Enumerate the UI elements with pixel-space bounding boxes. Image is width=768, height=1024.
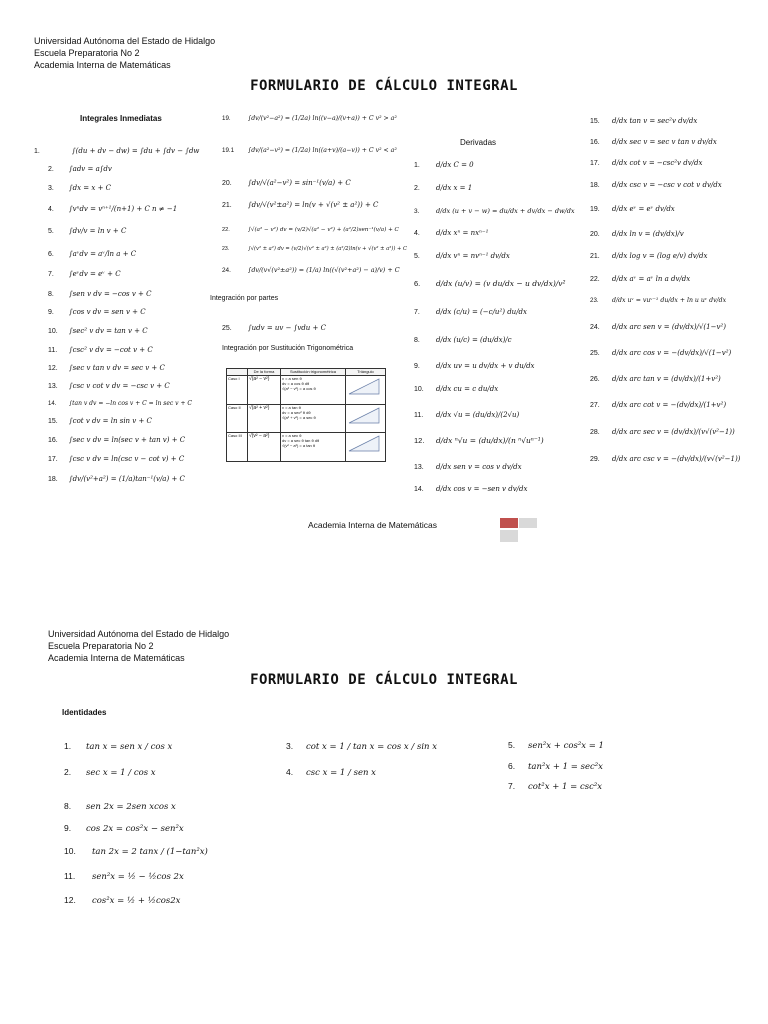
formula-number: 3. (48, 185, 54, 192)
formula-text: ∫sec v tan v dv = sec v + C (69, 364, 165, 372)
formula-i24 (222, 265, 400, 276)
formula-text: cos 2x = cos²x − sen²x (86, 824, 184, 834)
formula-number: 26. (590, 376, 600, 383)
formula-number: 1. (64, 741, 72, 751)
formula-text: d/dx arc tan v = (dv/dx)/(1+v²) (612, 375, 721, 383)
formula-i8 (48, 289, 152, 300)
formula-i22 (222, 225, 399, 235)
footer-grey-block (519, 518, 537, 528)
identity-5 (508, 739, 604, 752)
formula-number: 21. (590, 253, 600, 260)
formula-i25 (222, 323, 326, 334)
trig-case-label: Caso III (227, 433, 248, 462)
formula-number: 27. (590, 402, 600, 409)
identity-11 (64, 870, 184, 883)
header-university: Universidad Autónoma del Estado de Hidalgo (48, 629, 230, 639)
formula-text: d/dx arc sen v = (dv/dx)/√(1−v²) (612, 323, 726, 331)
trig-triangle-cell (346, 376, 386, 405)
formula-text: ∫dv/v = ln v + C (69, 227, 127, 235)
formula-text: d/dx vⁿ = nvⁿ⁻¹ dv/dx (436, 252, 510, 260)
formula-number: 2. (48, 166, 54, 173)
formula-number: 6. (414, 279, 421, 288)
formula-number: 7. (48, 271, 54, 278)
formula-text: csc x = 1 / sen x (306, 768, 376, 778)
formula-number: 18. (48, 476, 58, 483)
formula-text: ∫sec² v dv = tan v + C (69, 327, 148, 335)
formula-number: 10. (48, 328, 58, 335)
formula-text: ∫(du + dv − dw) = ∫du + ∫dv − ∫dw (72, 147, 200, 155)
derivative-2 (414, 183, 472, 194)
formula-text: d/dx (u/c) = (du/dx)/c (436, 336, 512, 344)
derivative-21 (590, 251, 707, 262)
formula-number: 14. (414, 486, 424, 493)
header-academy: Academia Interna de Matemáticas (34, 60, 171, 70)
formula-number: 15. (48, 418, 58, 425)
trig-sub-line: √(a² + v²) = a sec θ (282, 414, 316, 420)
formula-i17 (48, 454, 184, 465)
formula-text: ∫dv/(a²−v²) = (1/2a) ln((a+v)/(a−v)) + C v² < a² (248, 147, 397, 154)
derivative-27 (590, 400, 726, 411)
formula-text: ∫dv/(v√(v²±a²)) = (1/a) ln((√(v²+a²) − a)/v) + C (248, 266, 400, 274)
formula-text: ∫sen v dv = −cos v + C (69, 290, 152, 298)
derivative-22 (590, 274, 690, 285)
formula-i7 (48, 269, 121, 280)
derivative-17 (590, 158, 702, 169)
derivative-9 (414, 361, 535, 372)
formula-text: d/dx cos v = −sen v dv/dx (436, 485, 528, 493)
integracion-por-partes-heading: Integración por partes (210, 295, 279, 302)
formula-text: d/dx arc cot v = −(dv/dx)/(1+v²) (612, 401, 727, 409)
formula-number: 18. (590, 182, 600, 189)
formula-text: d/dx (c/u) = (−c/u²) du/dx (436, 308, 527, 316)
formula-number: 12. (64, 895, 76, 905)
header-school: Escuela Preparatoria No 2 (34, 48, 140, 58)
trig-sub-line: dv = a cos θ dθ (282, 381, 310, 386)
formula-number: 12. (414, 436, 425, 445)
formula-number: 20. (590, 231, 600, 238)
formula-i11 (48, 345, 153, 356)
identity-8 (64, 800, 176, 813)
formula-text: cos²x = ½ + ½cos2x (92, 896, 181, 906)
formula-text: cot²x + 1 = csc²x (528, 782, 603, 792)
formula-number: 11. (414, 412, 424, 419)
trig-sub-line: √(v² − a²) = a tan θ (282, 443, 316, 449)
derivative-25 (590, 348, 731, 359)
footer-red-block (500, 518, 518, 528)
formula-text: d/dx arc sec v = (dv/dx)/(v√(v²−1)) (612, 428, 735, 436)
header-school: Escuela Preparatoria No 2 (48, 641, 154, 651)
formula-number: 9. (414, 363, 420, 370)
formula-text: tan²x + 1 = sec²x (528, 762, 603, 772)
trig-case-form: √(v² − a²) (248, 433, 281, 462)
page2-title: FORMULARIO DE CÁLCULO INTEGRAL (250, 672, 518, 688)
derivadas-heading: Derivadas (460, 138, 497, 147)
formula-text: ∫aᵛdv = aᵛ/ln a + C (69, 250, 137, 258)
identidades-heading: Identidades (62, 708, 107, 717)
derivative-26 (590, 374, 721, 385)
formula-text: ∫dx = x + C (69, 184, 112, 192)
triangle-diagram-1 (347, 376, 381, 396)
trig-sub-line: v = a sen θ (282, 376, 302, 381)
formula-text: cot x = 1 / tan x = cos x / sin x (306, 742, 438, 752)
trig-sub-line: v = a tan θ (282, 404, 301, 410)
formula-number: 8. (414, 337, 420, 344)
footer-grey-block-lower (500, 530, 518, 542)
formula-number: 19. (590, 206, 600, 213)
formula-text: d/dx sen v = cos v dv/dx (436, 463, 522, 471)
formula-number: 10. (64, 846, 76, 856)
formula-number: 24. (222, 267, 231, 274)
formula-text: sen 2x = 2sen xcos x (86, 802, 176, 812)
formula-number: 23. (590, 297, 599, 304)
page1-header (34, 35, 215, 71)
formula-i13 (48, 381, 170, 392)
formula-i19 (222, 114, 397, 124)
formula-number: 11. (48, 347, 58, 354)
formula-text: sec x = 1 / cos x (86, 768, 156, 778)
formula-number: 23. (222, 246, 230, 252)
trig-sub-line: √(a² − v²) = a cos θ (282, 386, 316, 391)
formula-number: 1. (414, 162, 420, 169)
formula-number: 25. (590, 350, 600, 357)
formula-number: 24. (590, 324, 600, 331)
formula-number: 20. (222, 180, 232, 187)
trig-case-label: Caso I (227, 376, 248, 405)
formula-text: ∫√(a² − v²) dv = (v/2)√(a² − v²) + (a²/2)sen⁻¹(v/a) + C (248, 227, 399, 233)
formula-text: ∫√(v² ± a²) dv = (v/2)√(v² ± a²) ± (a²/2)ln(v + √(v² ± a²)) + C (248, 246, 407, 252)
formula-number: 13. (414, 464, 424, 471)
trig-case-form: √(a² − v²) (248, 376, 281, 405)
sustitucion-trigonometrica-heading: Integración por Sustitución Trigonométrica (222, 345, 354, 352)
derivative-20 (590, 229, 684, 240)
formula-number: 12. (48, 365, 58, 372)
trig-table-header: De la forma (248, 369, 281, 376)
derivative-29 (590, 454, 740, 465)
formula-number: 13. (48, 383, 58, 390)
derivative-23 (590, 296, 726, 306)
formula-number: 29. (590, 456, 600, 463)
formula-text: sen²x = ½ − ½cos 2x (92, 872, 184, 882)
formula-text: d/dx (u + v − w) = du/dx + dv/dx − dw/dx (436, 207, 575, 215)
formula-number: 11. (64, 871, 76, 881)
formula-text: d/dx arc cos v = −(dv/dx)/√(1−v²) (612, 349, 732, 357)
identity-6 (508, 760, 603, 773)
page1-footer: Academia Interna de Matemáticas (308, 520, 437, 530)
formula-number: 14. (48, 401, 57, 407)
formula-i10 (48, 326, 148, 337)
identity-12 (64, 894, 180, 907)
derivative-6 (414, 279, 566, 289)
formula-i5 (48, 226, 126, 237)
formula-i14 (48, 399, 192, 409)
derivative-4 (414, 228, 488, 239)
header-university: Universidad Autónoma del Estado de Hidalgo (34, 36, 216, 46)
formula-text: ∫eᵛdv = eᵛ + C (69, 270, 121, 278)
formula-number: 8. (48, 291, 54, 298)
page2-header (48, 628, 229, 664)
identity-9 (64, 822, 184, 835)
formula-i18 (48, 474, 185, 485)
formula-text: ∫adv = a∫dv (69, 165, 112, 173)
formula-text: d/dx cu = c du/dx (436, 385, 499, 393)
formula-number: 4. (48, 206, 54, 213)
header-academy: Academia Interna de Matemáticas (48, 653, 185, 663)
formula-text: d/dx tan v = sec²v dv/dx (612, 117, 698, 125)
derivative-11 (414, 410, 519, 421)
formula-text: ∫vⁿdv = vⁿ⁺¹/(n+1) + C n ≠ −1 (69, 205, 178, 213)
formula-number: 1. (34, 148, 40, 155)
formula-i19-1 (222, 146, 397, 156)
formula-number: 8. (64, 801, 72, 811)
formula-i9 (48, 307, 146, 318)
formula-number: 15. (590, 118, 600, 125)
derivative-1 (414, 160, 474, 171)
formula-text: d/dx uv = u dv/dx + v du/dx (436, 362, 535, 370)
derivative-18 (590, 180, 722, 191)
formula-text: d/dx ln v = (dv/dx)/v (612, 230, 684, 238)
formula-text: d/dx csc v = −csc v cot v dv/dx (612, 181, 722, 189)
trig-case-substitution (281, 433, 346, 462)
trig-case-substitution (281, 376, 346, 405)
formula-text: ∫csc v cot v dv = −csc v + C (69, 382, 170, 390)
derivative-19 (590, 204, 675, 215)
formula-number: 25. (222, 325, 232, 332)
derivative-5 (414, 251, 510, 262)
identity-1 (64, 740, 172, 753)
formula-number: 5. (508, 740, 516, 750)
formula-number: 21. (222, 202, 232, 209)
formula-number: 9. (48, 309, 54, 316)
formula-text: ∫dv/√(v²±a²) = ln(v + √(v² ± a²)) + C (248, 201, 379, 209)
trig-case-form: √(a² + v²) (248, 404, 281, 433)
derivative-10 (414, 384, 498, 395)
formula-number: 6. (508, 761, 516, 771)
derivative-16 (590, 137, 717, 148)
page1-title: FORMULARIO DE CÁLCULO INTEGRAL (250, 78, 518, 94)
formula-text: d/dx xⁿ = nxⁿ⁻¹ (436, 229, 489, 237)
formula-text: ∫cot v dv = ln sin v + C (69, 417, 152, 425)
formula-number: 7. (508, 781, 516, 791)
identity-7 (508, 780, 602, 793)
formula-text: d/dx aᵛ = aᵛ ln a dv/dx (612, 275, 691, 283)
formula-number: 2. (414, 185, 420, 192)
formula-text: d/dx x = 1 (436, 184, 473, 192)
trig-table-header (227, 369, 248, 376)
formula-number: 5. (414, 253, 420, 260)
formula-text: sen²x + cos²x = 1 (528, 741, 604, 751)
formula-number: 22. (590, 276, 600, 283)
formula-text: tan x = sen x / cos x (86, 742, 173, 752)
formula-text: ∫tan v dv = −ln cos v + C = ln sec v + C (69, 400, 193, 407)
formula-number: 16. (590, 139, 600, 146)
derivative-13 (414, 462, 522, 473)
trig-table-header: Triángulo (346, 369, 386, 376)
derivative-28 (590, 427, 735, 438)
formula-text: ∫dv/(v²+a²) = (1/a)tan⁻¹(v/a) + C (69, 475, 185, 483)
derivative-8 (414, 335, 512, 346)
derivative-14 (414, 484, 527, 495)
formula-text: d/dx uᵛ = vuᵛ⁻¹ du/dx + ln u uᵛ dv/dx (612, 297, 727, 304)
triangle-diagram-2 (347, 405, 381, 425)
formula-i2 (48, 164, 112, 175)
formula-text: ∫dv/(v²−a²) = (1/2a) ln((v−a)/(v+a)) + C v² > a² (248, 115, 397, 122)
identity-4 (286, 766, 376, 779)
identity-3 (286, 740, 437, 753)
formula-number: 17. (48, 456, 58, 463)
formula-i6 (48, 249, 136, 260)
formula-text: ∫csc² v dv = −cot v + C (69, 346, 153, 354)
formula-text: ∫csc v dv = ln(csc v − cot v) + C (69, 455, 185, 463)
trig-sub-line: dv = a sec² θ dθ (282, 409, 311, 415)
formula-text: ∫dv/√(a²−v²) = sin⁻¹(v/a) + C (248, 179, 351, 187)
formula-number: 9. (64, 823, 72, 833)
formula-i16 (48, 435, 185, 446)
formula-number: 19.1 (222, 147, 235, 154)
formula-number: 3. (286, 741, 294, 751)
formula-text: d/dx eᵛ = eᵛ dv/dx (612, 205, 675, 213)
trig-substitution-table (226, 368, 386, 462)
formula-text: d/dx arc csc v = −(dv/dx)/(v√(v²−1)) (612, 455, 741, 463)
identity-10 (64, 845, 208, 858)
trig-triangle-cell (346, 433, 386, 462)
formula-i23 (222, 244, 407, 254)
derivative-15 (590, 116, 697, 127)
derivative-12 (414, 436, 544, 446)
formula-text: d/dx sec v = sec v tan v dv/dx (612, 138, 717, 146)
formula-i20 (222, 178, 351, 189)
formula-number: 28. (590, 429, 600, 436)
formula-i21 (222, 200, 378, 211)
formula-number: 4. (286, 767, 294, 777)
formula-text: ∫udv = uv − ∫vdu + C (248, 324, 326, 332)
derivative-7 (414, 307, 527, 318)
formula-number: 3. (414, 208, 420, 215)
trig-case-label: Caso II (227, 404, 248, 433)
trig-table-header: Sustitución trigonométrica (281, 369, 346, 376)
formula-number: 22. (222, 227, 230, 233)
integrales-inmediatas-heading: Integrales Inmediatas (80, 114, 162, 123)
formula-i15 (48, 416, 152, 427)
formula-i1 (34, 146, 199, 157)
formula-number: 6. (48, 251, 54, 258)
formula-text: d/dx log v = (log e/v) dv/dx (612, 252, 708, 260)
formula-text: d/dx cot v = −csc²v dv/dx (612, 159, 703, 167)
formula-number: 19. (222, 115, 231, 122)
formula-text: ∫cos v dv = sen v + C (69, 308, 146, 316)
formula-text: d/dx √u = (du/dx)/(2√u) (436, 411, 520, 419)
identity-2 (64, 766, 156, 779)
formula-number: 7. (414, 309, 420, 316)
formula-text: d/dx (u/v) = (v du/dx − u dv/dx)/v² (436, 279, 566, 288)
formula-text: d/dx C = 0 (436, 161, 474, 169)
formula-i12 (48, 363, 165, 374)
formula-text: d/dx ⁿ√u = (du/dx)/(n ⁿ√uⁿ⁻¹) (436, 436, 544, 445)
formula-number: 17. (590, 160, 600, 167)
trig-case-substitution (281, 404, 346, 433)
formula-text: tan 2x = 2 tanx / (1−tan²x) (92, 847, 208, 857)
formula-number: 2. (64, 767, 72, 777)
trig-triangle-cell (346, 404, 386, 433)
derivative-3 (414, 206, 575, 217)
formula-number: 5. (48, 228, 54, 235)
formula-number: 4. (414, 230, 420, 237)
trig-sub-line: v = a sec θ (282, 433, 302, 439)
trig-sub-line: dv = a sec θ tan θ dθ (282, 438, 320, 444)
triangle-diagram-3 (347, 433, 381, 453)
formula-number: 16. (48, 437, 58, 444)
formula-i4 (48, 204, 177, 215)
derivative-24 (590, 322, 726, 333)
formula-number: 10. (414, 386, 424, 393)
formula-text: ∫sec v dv = ln(sec v + tan v) + C (69, 436, 186, 444)
formula-i3 (48, 183, 111, 194)
